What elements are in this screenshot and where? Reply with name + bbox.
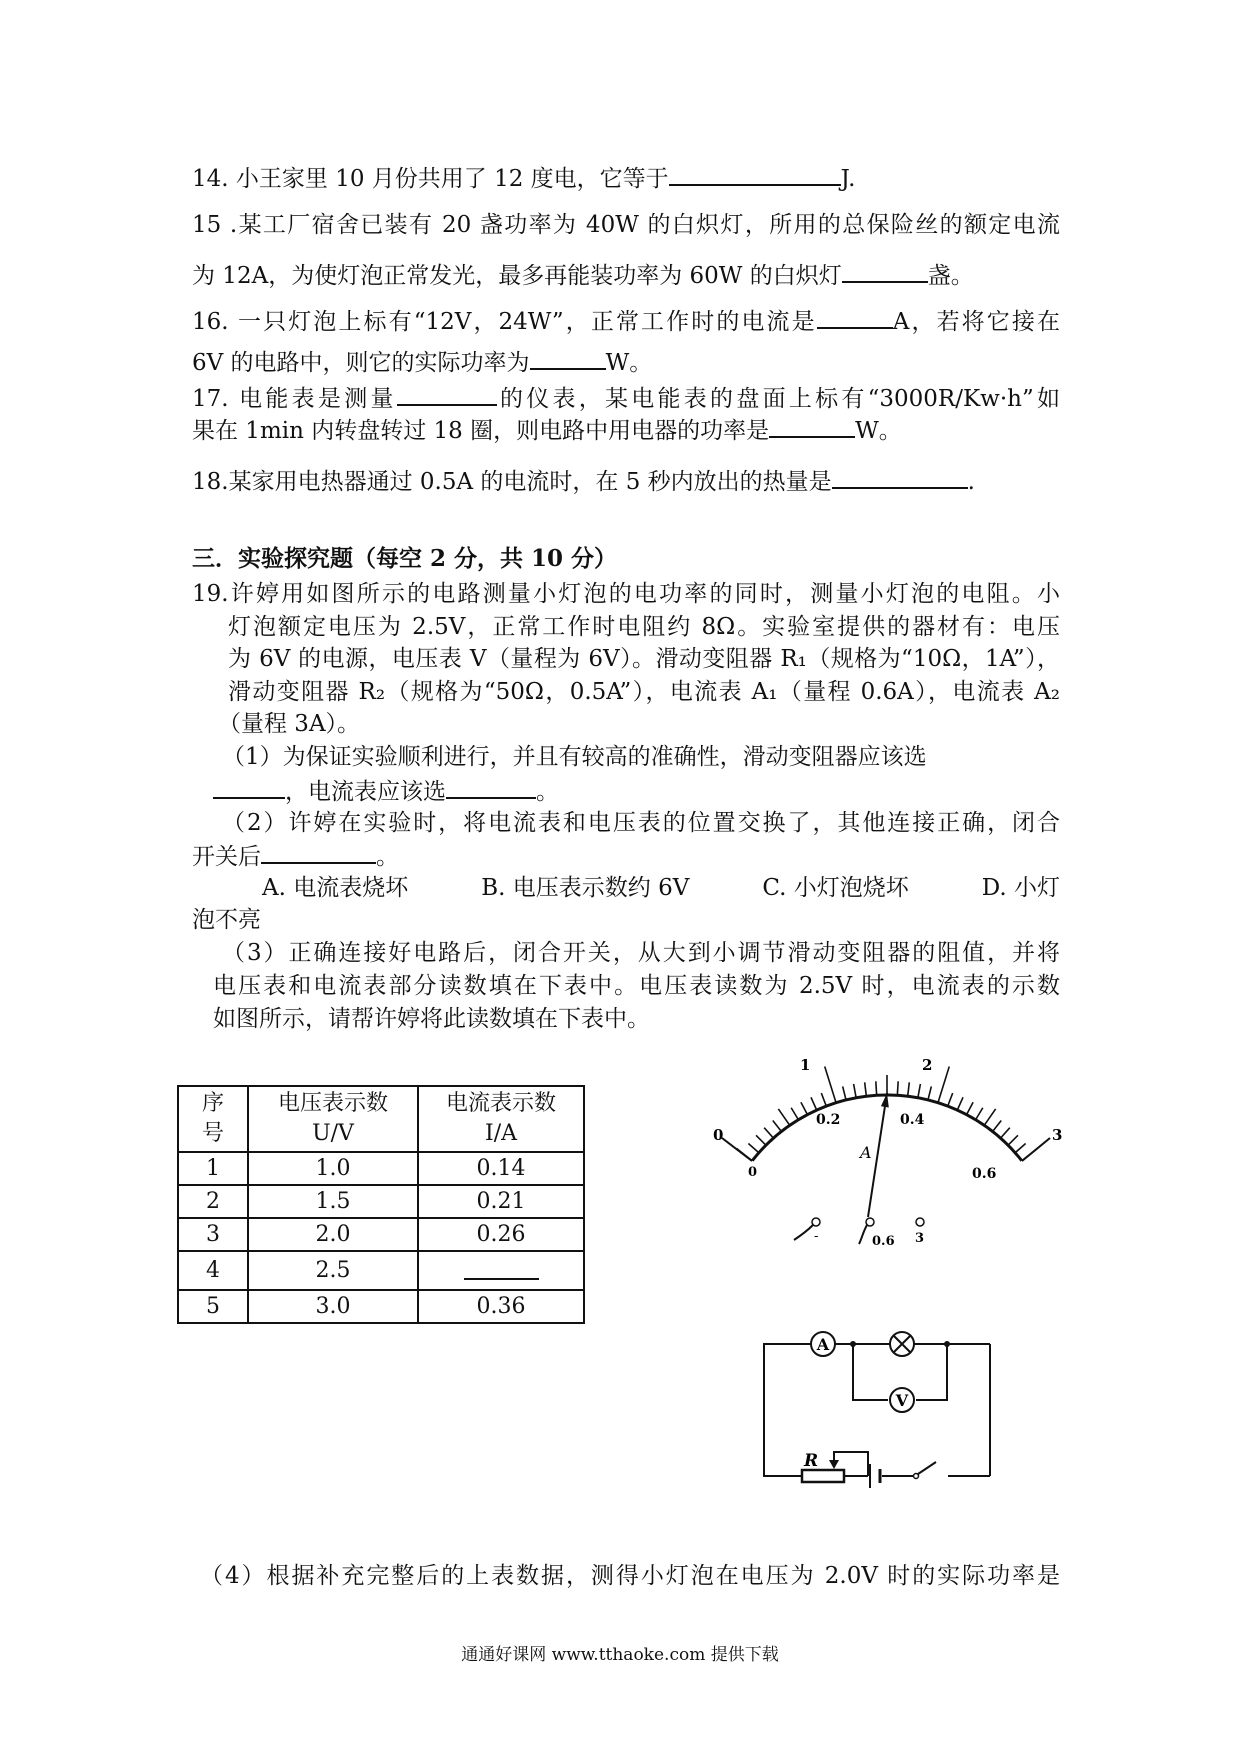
- q15-unit: 盏。: [927, 263, 974, 289]
- cell-voltage: 1.0: [248, 1152, 418, 1185]
- circuit-wires: [764, 1344, 990, 1476]
- ammeter-symbol: [811, 1332, 835, 1356]
- cell-voltage: 3.0: [248, 1290, 418, 1323]
- q19-part3-line2: 电压表和电流表部分读数填在下表中。电压表读数为 2.5V 时，电流表的示数: [213, 973, 1060, 999]
- q17-text-2: 果在 1min 内转盘转过 18 圈，则电路中用电器的功率是: [192, 418, 770, 444]
- ammeter-label: A: [816, 1335, 830, 1354]
- q19-part3-line3: 如图所示，请帮许婷将此读数填在下表中。: [213, 1006, 650, 1032]
- junction-dot: [850, 1341, 856, 1347]
- q19-part3-line1: （3）正确连接好电路后，闭合开关，从大到小调节滑动变阻器的阻值，并将: [222, 940, 1060, 966]
- header-text: 号: [201, 1121, 224, 1146]
- terminal-label: -: [814, 1229, 819, 1244]
- cell-voltage: 2.5: [248, 1251, 418, 1290]
- cell-index: 3: [178, 1218, 248, 1251]
- q19-line2: 灯泡额定电压为 2.5V，正常工作时电阻约 8Ω。实验室提供的器材有：电压: [228, 614, 1060, 640]
- q19-line3: 为 6V 的电源，电压表 V（量程为 6V）。滑动变阻器 R₁（规格为“10Ω，1A”），: [228, 646, 1060, 672]
- cell-index: 4: [178, 1251, 248, 1290]
- q14-unit: J.: [840, 166, 856, 192]
- q19-line1: 19.许婷用如图所示的电路测量小灯泡的电功率的同时，测量小灯泡的电阻。小: [192, 581, 1060, 607]
- inner-label: 0.2: [816, 1112, 841, 1128]
- option-d[interactable]: D. 小灯: [981, 875, 1060, 901]
- rheostat-label: R: [804, 1451, 819, 1471]
- q19-p2b: 开关后: [192, 844, 261, 870]
- cell-current: 0.14: [418, 1152, 584, 1185]
- q15-text: 为 12A，为使灯泡正常发光，最多再能装功率为 60W 的白炽灯: [192, 263, 842, 289]
- header-unit: U/V: [312, 1121, 354, 1146]
- junction-dot: [944, 1341, 950, 1347]
- cell-current: 0.36: [418, 1290, 584, 1323]
- cell-current: 0.26: [418, 1218, 584, 1251]
- cell-current: 0.21: [418, 1185, 584, 1218]
- option-b[interactable]: B. 电压表示数约 6V: [481, 875, 690, 901]
- q17-unit: W。: [855, 418, 902, 444]
- cell-voltage: 1.5: [248, 1185, 418, 1218]
- lamp-symbol: [890, 1332, 914, 1356]
- terminal-label: 0.6: [872, 1234, 895, 1249]
- inner-label: 0.4: [900, 1112, 925, 1128]
- q16-text-b: A，若将它接在: [892, 309, 1060, 335]
- voltmeter-label: V: [895, 1391, 909, 1410]
- q19-p2c: 。: [376, 844, 399, 870]
- battery-symbol: [870, 1464, 880, 1488]
- cell-index: 1: [178, 1152, 248, 1185]
- q18-text: 18.某家用电热器通过 0.5A 的电流时，在 5 秒内放出的热量是: [192, 469, 832, 495]
- q19-line5: （量程 3A）。: [218, 711, 361, 737]
- outer-label: 2: [922, 1056, 933, 1074]
- terminal-label: 3: [915, 1231, 925, 1246]
- q19-part1: （1）为保证实验顺利进行，并且有较高的准确性，滑动变阻器应该选: [222, 744, 927, 770]
- switch-symbol[interactable]: [914, 1462, 937, 1479]
- option-a[interactable]: A. 电流表烧坏: [262, 875, 409, 901]
- unit-label: A: [860, 1143, 872, 1162]
- q16-text-2: 6V 的电路中，则它的实际功率为: [192, 350, 530, 376]
- q19-part4: （4）根据补充完整后的上表数据，测得小灯泡在电压为 2.0V 时的实际功率是: [200, 1563, 1060, 1589]
- header-text: 序: [201, 1091, 224, 1116]
- header-text: 电流表示数: [445, 1091, 556, 1116]
- voltmeter-symbol: [890, 1388, 914, 1412]
- q17-text: 17. 电能表是测量: [192, 386, 397, 412]
- question-15-line1: 15 .某工厂宿舍已装有 20 盏功率为 40W 的白炽灯，所用的总保险丝的额定电流: [192, 212, 1060, 238]
- q16-text: 16. 一只灯泡上标有“12V，24W”，正常工作时的电流是: [192, 309, 817, 335]
- q17-text-b: 的仪表，某电能表的盘面上标有“3000R/Kw·h”如: [496, 386, 1060, 412]
- section-heading: 三．实验探究题（每空 2 分，共 10 分）: [192, 545, 618, 572]
- option-c[interactable]: C. 小灯泡烧坏: [762, 875, 909, 901]
- cell-index: 2: [178, 1185, 248, 1218]
- outer-label: 1: [800, 1056, 811, 1074]
- q19-p1b: ，电流表应该选: [285, 779, 446, 805]
- inner-label: 0: [748, 1165, 758, 1180]
- rheostat-symbol: [802, 1451, 844, 1482]
- q19-p1c: 。: [536, 779, 559, 805]
- header-unit: I/A: [485, 1121, 517, 1146]
- option-d-continued: 泡不亮: [192, 907, 261, 933]
- cell-voltage: 2.0: [248, 1218, 418, 1251]
- footer-credit: 通通好课网 www.tthaoke.com 提供下载: [461, 1645, 779, 1665]
- q19-line4: 滑动变阻器 R₂（规格为“50Ω，0.5A”），电流表 A₁（量程 0.6A），电流表 A₂: [228, 679, 1060, 705]
- cell-index: 5: [178, 1290, 248, 1323]
- header-text: 电压表示数: [277, 1091, 388, 1116]
- q14-text: 14. 小王家里 10 月份共用了 12 度电，它等于: [192, 166, 669, 192]
- outer-label: 3: [1052, 1126, 1063, 1144]
- outer-label: 0: [713, 1126, 724, 1144]
- inner-label: 0.6: [972, 1166, 997, 1182]
- q16-unit: W。: [605, 350, 653, 376]
- q18-end: .: [967, 469, 975, 495]
- q19-part2: （2）许婷在实验时，将电流表和电压表的位置交换了，其他连接正确，闭合: [222, 810, 1060, 836]
